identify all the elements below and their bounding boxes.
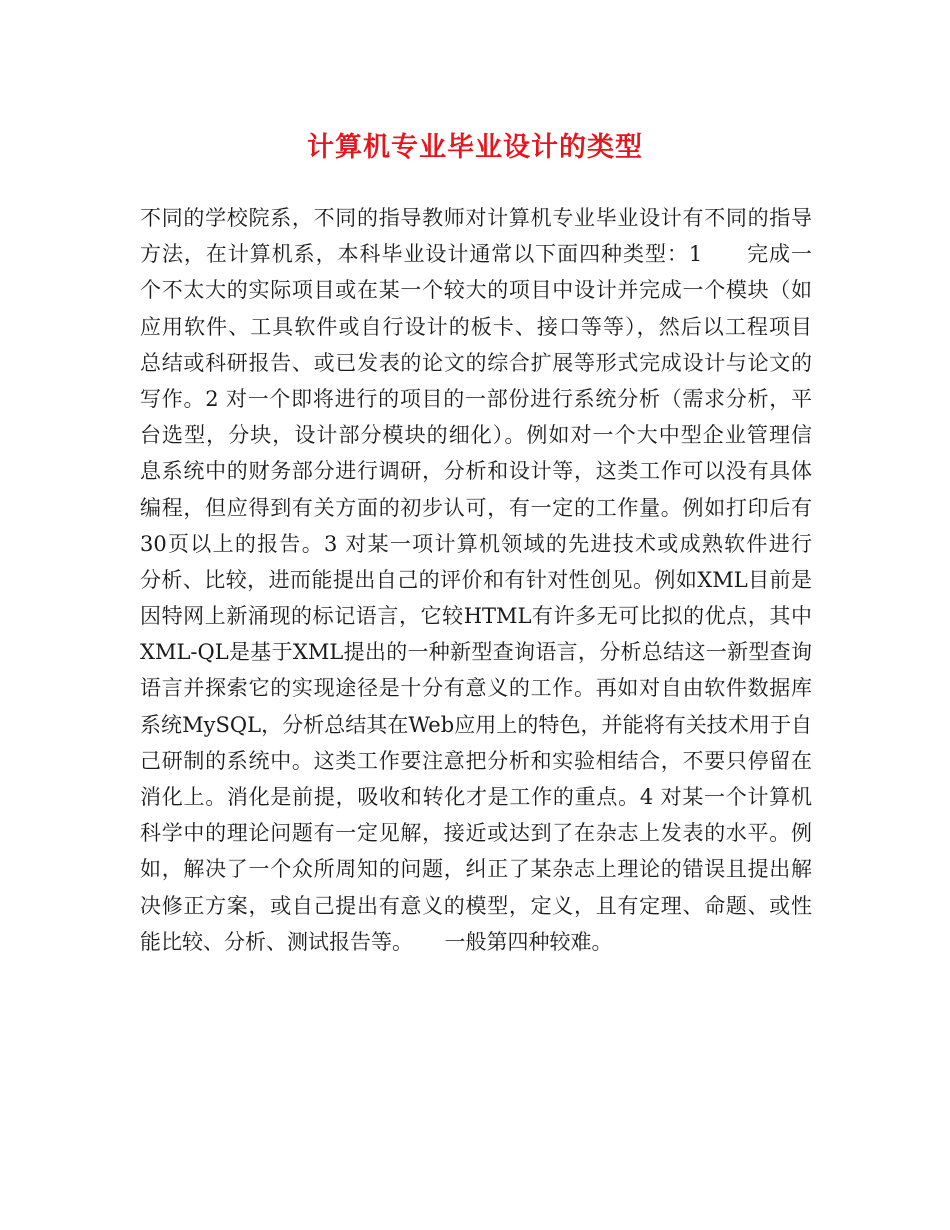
body-line: 如，解决了一个众所周知的问题，纠正了某杂志上理论的错误且提出解 (140, 857, 812, 882)
body-line: 语言并探索它的实现途径是十分有意义的工作。再如对自由软件数据库 (140, 676, 812, 701)
body-line: 写作。2 对一个即将进行的项目的一部份进行系统分析（需求分析，平 (140, 386, 812, 411)
body-line: 台选型，分块，设计部分模块的细化）。例如对一个大中型企业管理信 (140, 423, 812, 448)
body-line: 分析、比较，进而能提出自己的评价和有针对性创见。例如XML目前是 (140, 567, 812, 592)
body-line: 不同的学校院系，不同的指导教师对计算机专业毕业设计有不同的指导 (140, 206, 812, 230)
body-line: 系统MySQL，分析总结其在Web应用上的特色，并能将有关技术用于自 (140, 712, 812, 737)
body-line: 编程，但应得到有关方面的初步认可，有一定的工作量。例如打印后有 (140, 495, 812, 520)
body-line: 总结或科研报告、或已发表的论文的综合扩展等形式完成设计与论文的 (140, 350, 812, 375)
body-line: 消化上。消化是前提，吸收和转化才是工作的重点。4 对某一个计算机 (140, 785, 812, 809)
body-line: 能比较、分析、测试报告等。 一般第四种较难。 (140, 929, 613, 954)
body-line: 科学中的理论问题有一定见解，接近或达到了在杂志上发表的水平。例 (140, 821, 812, 846)
body-line: 个不太大的实际项目或在某一个较大的项目中设计并完成一个模块（如 (140, 278, 812, 303)
body-line: 应用软件、工具软件或自行设计的板卡、接口等等），然后以工程项目 (140, 314, 812, 339)
body-line: 30页以上的报告。3 对某一项计算机领域的先进技术或成熟软件进行 (140, 531, 812, 556)
body-line: 方法，在计算机系，本科毕业设计通常以下面四种类型：1 完成一 (140, 242, 812, 267)
document-body (140, 200, 812, 960)
body-line: XML-QL是基于XML提出的一种新型查询语言，分析总结这一新型查询 (140, 640, 812, 665)
body-line: 息系统中的财务部分进行调研，分析和设计等，这类工作可以没有具体 (140, 459, 812, 484)
body-line: 决修正方案，或自己提出有意义的模型，定义，且有定理、命题、或性 (140, 893, 812, 918)
document-title: 计算机专业毕业设计的类型 (307, 132, 643, 163)
body-line: 己研制的系统中。这类工作要注意把分析和实验相结合，不要只停留在 (140, 748, 812, 773)
body-line: 因特网上新涌现的标记语言，它较HTML有许多无可比拟的优点，其中 (140, 604, 812, 629)
